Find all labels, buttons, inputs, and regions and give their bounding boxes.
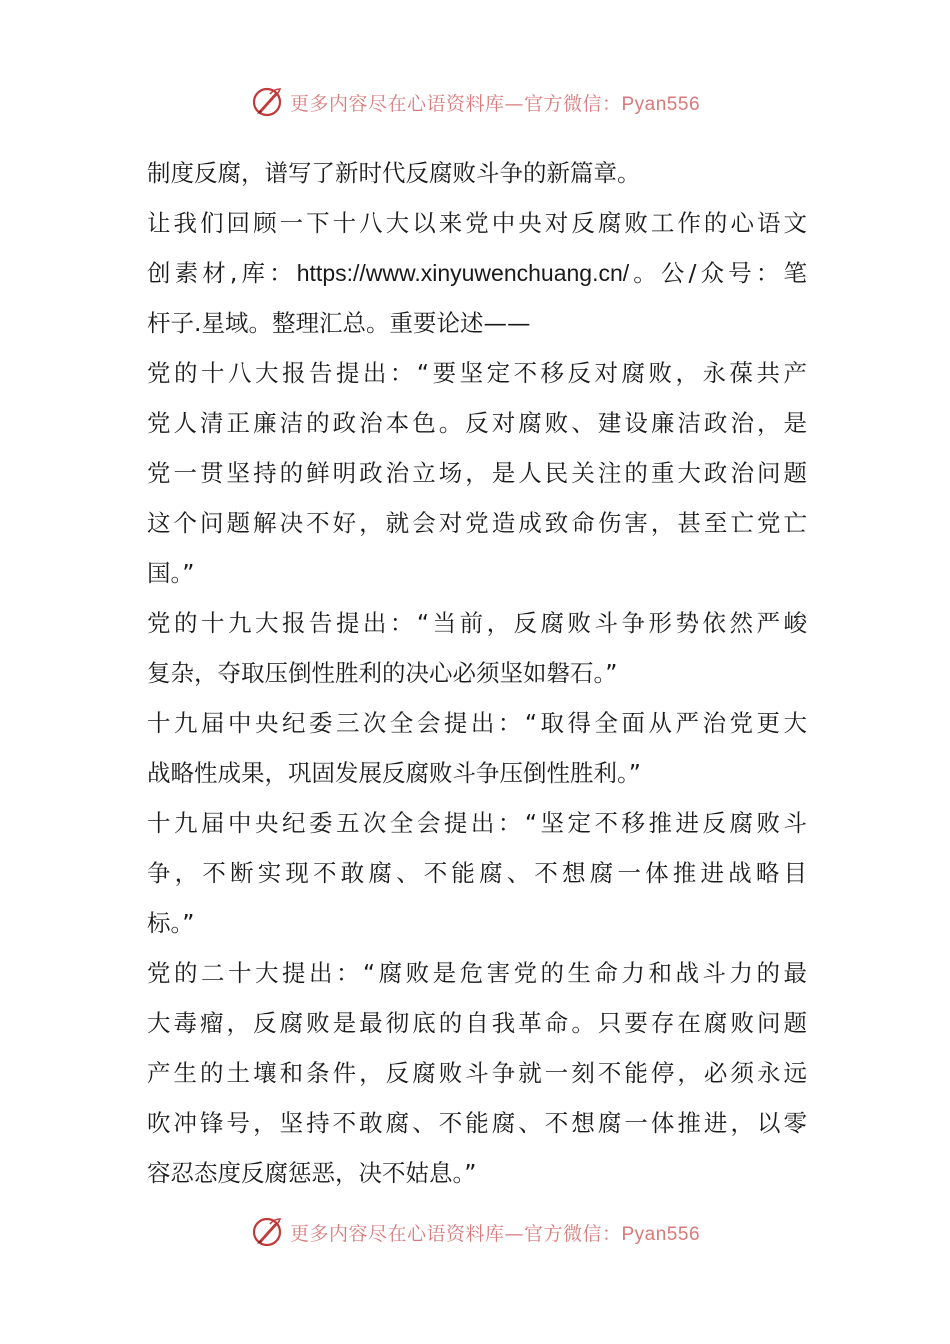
text-line: 大毒瘤，反腐败是最彻底的自我革命。只要存在腐败问题: [147, 1009, 807, 1037]
footer-banner: [0, 1210, 950, 1254]
banner-text: 更多内容尽在心语资料库—官方微信：Pyan556: [289, 1222, 701, 1245]
text-line: 党的十八大报告提出：“要坚定不移反对腐败，永葆共产: [147, 359, 807, 387]
text-line: 争，不断实现不敢腐、不能腐、不想腐一体推进战略目: [147, 859, 807, 887]
text-line: 容忍态度反腐惩恶，决不姑息。”: [147, 1159, 477, 1187]
text-line: 这个问题解决不好，就会对党造成致命伤害，甚至亡党亡: [147, 509, 807, 537]
wechat-handle: Pyan556: [621, 93, 701, 115]
text-line: 杆子.星域。整理汇总。重要论述——: [147, 309, 531, 337]
text-line: 党的二十大提出：“腐败是危害党的生命力和战斗力的最: [147, 959, 807, 987]
text-fragment: 创素材,库：: [147, 259, 297, 287]
document-body: [147, 148, 807, 1198]
text-line: 产生的土壤和条件，反腐败斗争就一刻不能停，必须永远: [147, 1059, 807, 1087]
text-line: 吹冲锋号，坚持不敢腐、不能腐、不想腐一体推进，以零: [147, 1109, 807, 1137]
text-line: 党一贯坚持的鲜明政治立场，是人民关注的重大政治问题: [147, 459, 807, 487]
text-line: 党的十九大报告提出：“当前，反腐败斗争形势依然严峻: [147, 609, 807, 637]
wechat-handle: Pyan556: [621, 1223, 701, 1245]
text-line: 标。”: [147, 909, 195, 937]
text-line: 复杂，夺取压倒性胜利的决心必须坚如磐石。”: [147, 659, 618, 687]
text-line: 让我们回顾一下十八大以来党中央对反腐败工作的心语文: [147, 209, 807, 237]
text-line: 十九届中央纪委三次全会提出：“取得全面从严治党更大: [147, 709, 807, 737]
text-line: 党人清正廉洁的政治本色。反对腐败、建设廉洁政治，是: [147, 409, 807, 437]
text-line: 战略性成果，巩固发展反腐败斗争压倒性胜利。”: [147, 759, 641, 787]
header-banner: [0, 80, 950, 124]
website-url: https://www.xinyuwenchuang.cn/: [296, 260, 630, 286]
text-line: 制度反腐，谱写了新时代反腐败斗争的新篇章。: [147, 159, 641, 187]
text-line: 国。”: [147, 559, 195, 587]
pen-quill-logo-icon: [250, 85, 284, 119]
text-line: [147, 248, 807, 298]
text-line: 十九届中央纪委五次全会提出：“坚定不移推进反腐败斗: [147, 809, 807, 837]
pen-quill-logo-icon: [250, 1215, 284, 1249]
banner-text: 更多内容尽在心语资料库—官方微信：Pyan556: [289, 92, 701, 115]
text-fragment: 。公/众号：笔: [629, 259, 807, 287]
